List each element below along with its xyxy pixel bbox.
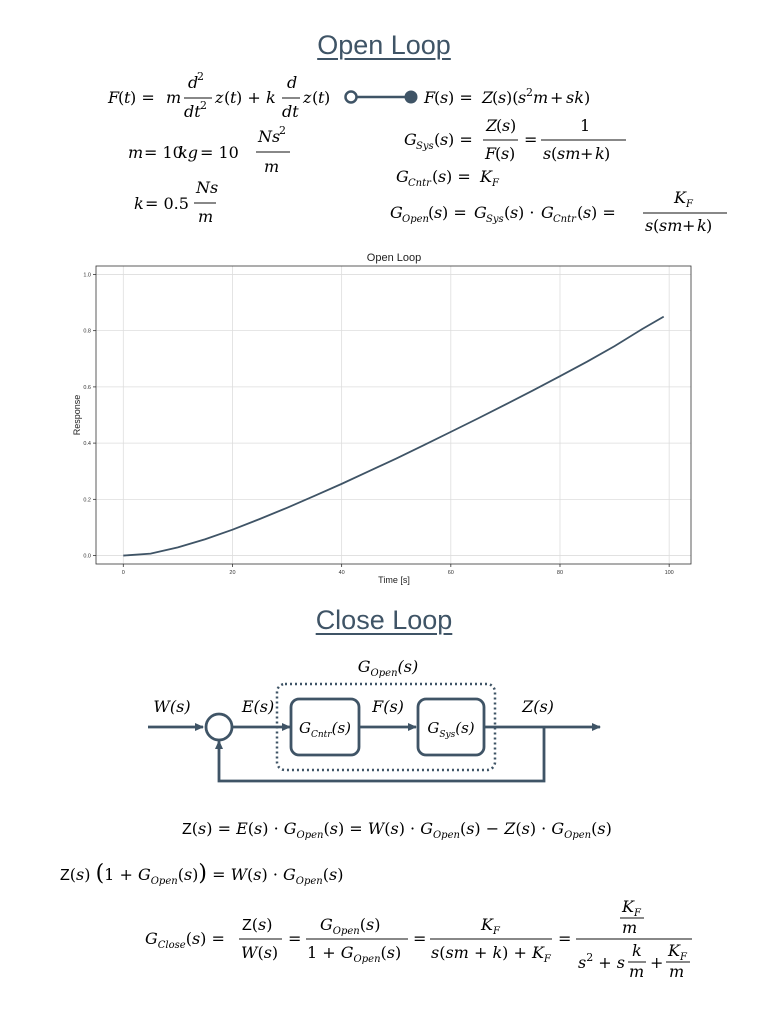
chart-title: Open Loop	[366, 252, 422, 264]
svg-text:s: s	[518, 88, 527, 107]
svg-text:Z: Z	[482, 88, 494, 107]
svg-text:) =: ) =	[448, 130, 473, 149]
svg-text:1: 1	[580, 116, 591, 135]
svg-text:Ns: Ns	[196, 178, 219, 197]
svg-text:Ns: Ns	[258, 127, 281, 146]
svg-text:s: s	[434, 203, 443, 222]
svg-text:(: (	[504, 203, 511, 222]
svg-text:s: s	[510, 203, 519, 222]
svg-text:s: s	[645, 216, 654, 235]
y-tick-label: 0.6	[83, 384, 91, 391]
svg-text:(: (	[577, 203, 584, 222]
svg-text:F: F	[686, 199, 693, 210]
svg-text:sm: sm	[659, 216, 683, 235]
svg-text:Sys: Sys	[486, 214, 504, 225]
svg-text:(: (	[551, 144, 558, 163]
svg-text:z: z	[303, 88, 312, 107]
svg-text:(: (	[428, 203, 435, 222]
svg-text:m: m	[128, 143, 144, 162]
x-tick-label: 20	[229, 570, 236, 576]
svg-text:): )	[706, 216, 713, 235]
svg-text:m: m	[533, 88, 549, 107]
svg-text:) =: ) =	[446, 167, 471, 186]
svg-text:dt: dt	[282, 102, 299, 121]
svg-text:= 10: = 10	[144, 143, 183, 162]
svg-text:1 + GOpen(s): $1 + G_{Open}(s)$	[307, 943, 402, 965]
svg-text:d: d	[287, 73, 298, 92]
svg-text:G: G	[390, 203, 403, 222]
svg-text:z: z	[215, 88, 224, 107]
svg-text:K: K	[480, 167, 492, 186]
svg-text:KF: $K_F$	[481, 915, 500, 937]
svg-text:m: m	[629, 962, 645, 981]
svg-text:W(s): W(s)	[241, 943, 279, 962]
svg-text:G: G	[541, 203, 554, 222]
svg-text:(: (	[224, 88, 231, 107]
svg-text:k: k	[697, 216, 707, 235]
svg-text:) +: ) +	[236, 88, 261, 107]
x-tick-label: 60	[447, 570, 454, 576]
svg-text:=: =	[288, 929, 302, 948]
svg-text:s: s	[543, 144, 552, 163]
svg-text:2: 2	[197, 70, 204, 83]
system-block-label: $G_{Sys}(s)$	[427, 719, 475, 740]
svg-text:) =: ) =	[591, 203, 616, 222]
svg-text:GOpen(s): $G_{Open}(s)$	[320, 915, 381, 937]
svg-text:=: =	[413, 929, 427, 948]
control-output-label: F(s)	[372, 697, 404, 716]
svg-text:s(sm + k) + KF: $s(sm + k) + K_F$	[431, 943, 551, 965]
svg-text:F: F	[485, 144, 497, 163]
y-tick-label: 0.0	[83, 553, 91, 560]
svg-text:) =: ) =	[130, 88, 155, 107]
svg-text:(: (	[653, 216, 660, 235]
svg-text:): )	[510, 116, 517, 135]
x-axis-label: Time [s]	[378, 575, 410, 585]
svg-text:dt: dt	[184, 102, 201, 121]
svg-text:)(: )(	[506, 88, 519, 107]
svg-text:sm: sm	[557, 144, 581, 163]
svg-text:Z: Z	[486, 116, 498, 135]
svg-text:(: (	[432, 167, 439, 186]
svg-text:G: G	[404, 130, 417, 149]
input-label: W(s)	[153, 697, 191, 716]
svg-text:d: d	[188, 73, 199, 92]
svg-text:s: s	[498, 88, 507, 107]
svg-text:2: 2	[279, 124, 286, 137]
svg-text:s: s	[583, 203, 592, 222]
svg-text:s: s	[440, 88, 449, 107]
svg-text:K: K	[674, 188, 686, 207]
svg-text:m: m	[198, 207, 214, 226]
svg-text:+: +	[580, 144, 594, 163]
svg-text:k: k	[266, 88, 276, 107]
svg-text:G: G	[396, 167, 409, 186]
g-open-group-label: $G_{Open}(s)$	[357, 657, 419, 679]
controller-block-label: $G_{Cntr}(s)$	[299, 719, 351, 740]
svg-text:F: F	[492, 178, 499, 189]
svg-text:+: +	[682, 216, 696, 235]
svg-text:Cntr: Cntr	[553, 214, 576, 225]
svg-text:F: F	[108, 88, 120, 107]
y-axis-label: Response	[72, 394, 82, 436]
svg-text:t: t	[124, 88, 131, 107]
svg-text:=: =	[558, 929, 572, 948]
y-tick-label: 0.8	[83, 328, 91, 335]
y-tick-label: 1.0	[83, 272, 91, 279]
svg-text:m: m	[669, 962, 685, 981]
svg-text:Cntr: Cntr	[408, 178, 431, 189]
svg-text:= 10: = 10	[200, 143, 239, 162]
svg-text:Z(s) = E(s) · GOpen(s) = W(s): $Z(s) = E(s) \cdot G_{Open}(s) = W(s) \cdot G_{Open}(s) - Z(s) \cdot G_{Open}(s)$	[182, 819, 612, 841]
closed-loop-transfer-function	[145, 897, 692, 981]
svg-text:m: m	[264, 157, 280, 176]
svg-text:Open: Open	[402, 214, 429, 225]
svg-text:+: +	[550, 88, 564, 107]
svg-text:F: F	[424, 88, 436, 107]
svg-text:k: k	[595, 144, 605, 163]
svg-text:): )	[584, 88, 591, 107]
svg-text:2: 2	[200, 99, 207, 112]
x-tick-label: 80	[556, 570, 564, 576]
x-tick-label: 100	[664, 570, 674, 576]
svg-text:(: (	[492, 88, 499, 107]
svg-text:(: (	[496, 116, 503, 135]
svg-text:t: t	[230, 88, 237, 107]
svg-text:G: G	[474, 203, 487, 222]
svg-text:k: k	[134, 194, 144, 213]
svg-text:(: (	[434, 130, 441, 149]
svg-text:m: m	[166, 88, 182, 107]
svg-text:(: (	[434, 88, 441, 107]
svg-text:s: s	[438, 167, 447, 186]
svg-text:Sys: Sys	[416, 141, 434, 152]
output-label: Z(s)	[522, 697, 554, 716]
svg-text:KF: $K_F$	[622, 897, 641, 919]
svg-text:2: 2	[526, 86, 533, 99]
error-label: E(s)	[241, 697, 275, 716]
x-tick-label: 40	[338, 570, 345, 576]
svg-text:s: s	[440, 130, 449, 149]
svg-text:s: s	[502, 116, 511, 135]
svg-text:s: s	[501, 144, 510, 163]
open-loop-heading: Open Loop	[317, 30, 451, 60]
closed-loop-eq2	[60, 861, 343, 887]
svg-text:) =: ) =	[442, 203, 467, 222]
svg-text:s2 + s: $s^2 + s$	[578, 951, 626, 972]
svg-text:kg: kg	[178, 143, 198, 162]
x-tick-label: 0	[121, 570, 125, 576]
svg-text:): )	[509, 144, 516, 163]
svg-text:=: =	[524, 130, 538, 149]
svg-text:GClose(s) =: $G_{Close}(s)$ =	[145, 929, 225, 951]
svg-text:(: (	[312, 88, 319, 107]
svg-text:t: t	[318, 88, 325, 107]
close-loop-heading: Close Loop	[315, 605, 453, 635]
svg-text:k: k	[632, 941, 642, 960]
svg-text:): )	[604, 144, 611, 163]
svg-text:Z(s) (1 + GOpen(s)) = W(s) · G: Z(s) $(1 + G_{Open}(s)) = W(s) \cdot G_{Open}(s)$	[60, 861, 344, 887]
svg-text:Z(s): Z(s)	[242, 915, 273, 934]
svg-text:(: (	[118, 88, 125, 107]
closed-loop-eq1	[182, 819, 612, 841]
svg-text:KF: $K_F$	[668, 941, 687, 963]
svg-text:): )	[324, 88, 331, 107]
y-tick-label: 0.4	[83, 441, 91, 448]
svg-text:= 0.5: = 0.5	[145, 194, 189, 213]
svg-text:sk: sk	[566, 88, 584, 107]
svg-text:m: m	[622, 918, 638, 937]
svg-text:) =: ) =	[448, 88, 473, 107]
y-tick-label: 0.2	[83, 497, 91, 504]
svg-text:+: +	[650, 953, 664, 972]
svg-text:) ·: ) ·	[518, 203, 535, 222]
svg-text:(: (	[495, 144, 502, 163]
